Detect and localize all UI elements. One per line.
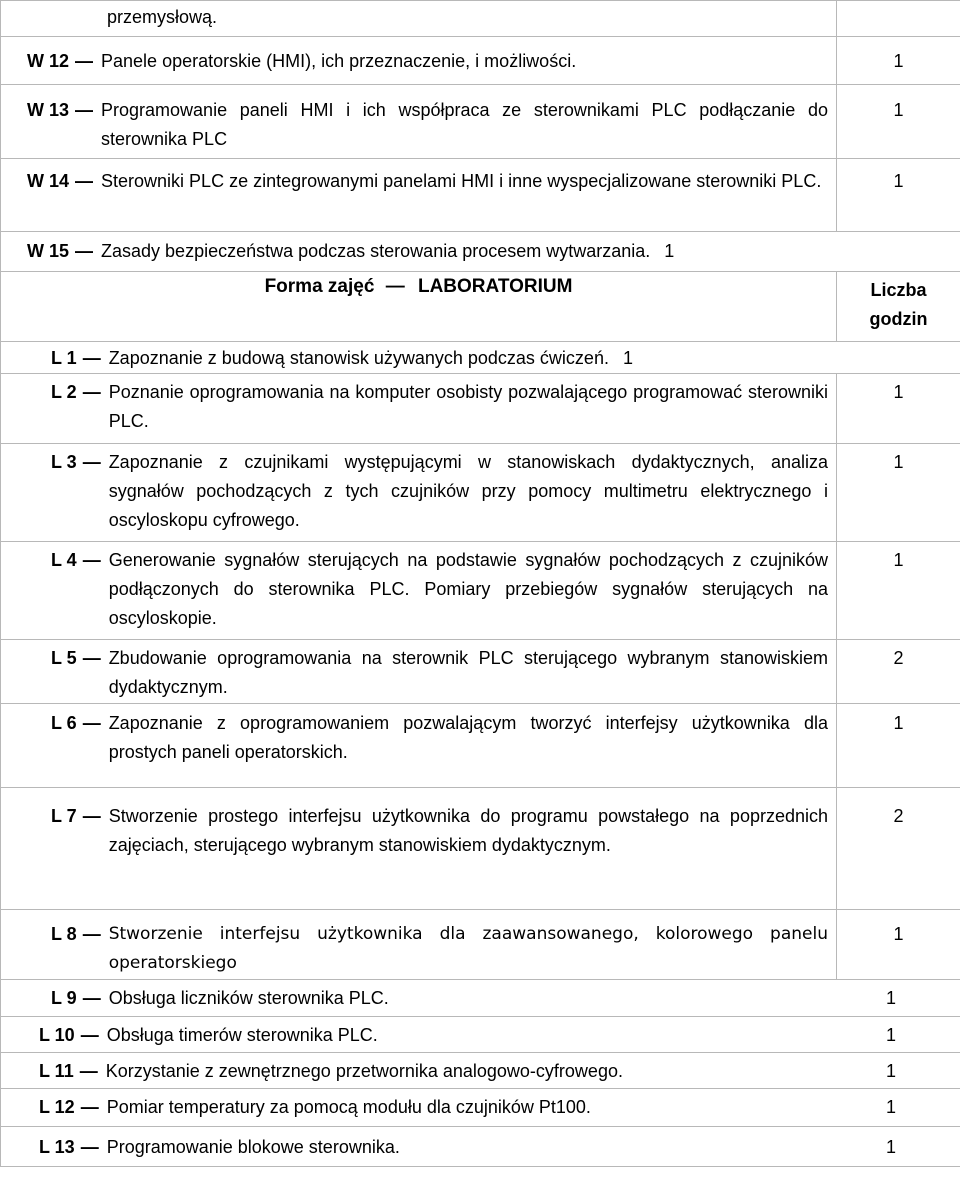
hours-value: 1: [885, 988, 896, 1008]
topic-cell: [1, 374, 837, 444]
table-row: [1, 542, 960, 640]
hours-cell: 2: [837, 640, 960, 704]
code-dash: —: [82, 452, 101, 472]
table-row: [1, 1017, 960, 1053]
table-row: [1, 159, 960, 232]
table-row: [1, 374, 960, 444]
topic-code: W 13: [27, 100, 70, 120]
section-header-row: [1, 272, 960, 342]
topic-code: L 3: [51, 452, 77, 472]
hours-cell: [837, 1, 960, 37]
table-row: [1, 910, 960, 980]
topic-cell: [1, 542, 837, 640]
hours-cell: 1: [837, 374, 960, 444]
hours-cell: 1: [837, 542, 960, 640]
topic-code: W 15: [27, 241, 70, 261]
topic-code: W 14: [27, 171, 70, 191]
topic-text: Zapoznanie z oprogramowaniem pozwalającym tworzyć interfejsy użytkownika dla prostych paneli operatorskich.: [108, 713, 828, 762]
topic-text: Panele operatorskie (HMI), ich przeznaczenie, i możliwości.: [101, 51, 577, 71]
hours-cell: 1: [837, 159, 960, 232]
topic-text: Zasady bezpieczeństwa podczas sterowania procesem wytwarzania.: [101, 241, 651, 261]
topic-code: L 13: [39, 1137, 75, 1157]
topic-text: Programowanie paneli HMI i ich współpraca ze sterownikami PLC podłączanie do sterownika PLC: [101, 100, 828, 149]
code-dash: —: [82, 806, 101, 826]
topic-cell: [1, 1, 837, 37]
topic-text: Sterowniki PLC ze zintegrowanymi panelami HMI i inne wyspecjalizowane sterowniki PLC.: [101, 171, 822, 191]
topic-cell: [1, 980, 960, 1017]
topic-cell: [1, 704, 837, 788]
topic-text: Obsługa timerów sterownika PLC.: [106, 1025, 378, 1045]
topic-code: L 2: [51, 382, 77, 402]
table-row: [1, 704, 960, 788]
topic-cell: [1, 37, 837, 85]
code-dash: —: [80, 1025, 99, 1045]
table-row: [1, 1089, 960, 1127]
topic-text: Stworzenie interfejsu użytkownika dla zaawansowanego, kolorowego panelu operatorskiego: [108, 924, 828, 973]
form-header: [1, 272, 837, 342]
topic-text: Zapoznanie z czujnikami występującymi w stanowiskach dydaktycznych, analiza sygnałów pochodzących z tych czujników przy pomocy multimetru elektrycznego i oscyloskopu cyfrowego.: [108, 452, 828, 530]
hours-value: 1: [885, 1025, 896, 1045]
hours-cell: 1: [837, 37, 960, 85]
hours-cell: 1: [837, 910, 960, 980]
hours-value: 1: [885, 1061, 896, 1081]
topic-code: L 11: [39, 1061, 74, 1081]
code-dash: —: [75, 100, 94, 120]
hours-header-line1: Liczba: [870, 280, 927, 300]
table-row: [1, 85, 960, 159]
topic-code: L 12: [39, 1097, 75, 1117]
code-dash: —: [80, 1097, 99, 1117]
code-dash: —: [75, 171, 94, 191]
topic-text: Obsługa liczników sterownika PLC.: [108, 988, 389, 1008]
table-row: [1, 1053, 960, 1089]
topic-text: Zbudowanie oprogramowania na sterownik PLC sterującego wybranym stanowiskiem dydaktycznym.: [108, 648, 828, 697]
topic-cell: [1, 1127, 960, 1167]
topic-text: Generowanie sygnałów sterujących na podstawie sygnałów pochodzących z czujników podłączonych do sterownika PLC. Pomiary przebiegów sygnałów sterujących na oscyloskopie.: [108, 550, 828, 628]
code-dash: —: [75, 51, 94, 71]
topic-cell: [1, 342, 960, 374]
topic-code: L 6: [51, 713, 77, 733]
topic-text: Zapoznanie z budową stanowisk używanych podczas ćwiczeń.: [108, 348, 609, 368]
topic-code: L 10: [39, 1025, 75, 1045]
hours-value: 1: [885, 1137, 896, 1157]
hours-value: 1: [664, 241, 675, 261]
topic-code: L 1: [51, 348, 77, 368]
topic-cell: [1, 910, 837, 980]
code-dash: —: [75, 241, 94, 261]
topic-cell: [1, 444, 837, 542]
hours-header-line2: godzin: [869, 309, 928, 329]
topic-cell: [1, 1089, 960, 1127]
table-row: [1, 444, 960, 542]
topic-code: L 9: [51, 988, 77, 1008]
hours-cell: 1: [837, 444, 960, 542]
topic-cell: [1, 232, 960, 272]
code-dash: —: [79, 1061, 98, 1081]
code-dash: —: [82, 988, 101, 1008]
topic-text: Korzystanie z zewnętrznego przetwornika analogowo-cyfrowego.: [105, 1061, 623, 1081]
table-row: [1, 788, 960, 910]
topic-code: W 12: [27, 51, 70, 71]
topic-text: przemysłową.: [107, 7, 218, 27]
form-label: Forma zajęć: [264, 276, 375, 297]
hours-cell: 2: [837, 788, 960, 910]
table-row: [1, 232, 960, 272]
hours-header: [837, 272, 960, 342]
table-row: [1, 342, 960, 374]
table-row: [1, 640, 960, 704]
hours-value: 1: [885, 1097, 896, 1117]
topic-cell: [1, 85, 837, 159]
table-row: [1, 1, 960, 37]
topic-cell: [1, 640, 837, 704]
table-row: [1, 37, 960, 85]
topic-code: L 5: [51, 648, 77, 668]
topic-cell: [1, 159, 837, 232]
topic-text: Pomiar temperatury za pomocą modułu dla czujników Pt100.: [106, 1097, 591, 1117]
code-dash: —: [82, 382, 101, 402]
table-row: [1, 980, 960, 1017]
hours-cell: 1: [837, 85, 960, 159]
code-dash: —: [80, 1137, 99, 1157]
topic-code: L 7: [51, 806, 77, 826]
code-dash: —: [82, 713, 101, 733]
hours-value: 1: [622, 348, 633, 368]
form-value: LABORATORIUM: [417, 276, 573, 297]
topic-text: Programowanie blokowe sterownika.: [106, 1137, 400, 1157]
hours-cell: 1: [837, 704, 960, 788]
topic-code: L 8: [51, 924, 77, 944]
table-row: [1, 1127, 960, 1167]
code-dash: —: [82, 648, 101, 668]
topic-text: Stworzenie prostego interfejsu użytkownika do programu powstałego na poprzednich zajęciach, sterującego wybranym stanowiskiem dydaktycznym.: [108, 806, 828, 855]
topic-cell: [1, 1053, 960, 1089]
topic-cell: [1, 788, 837, 910]
code-dash: —: [82, 924, 101, 944]
code-dash: —: [82, 348, 101, 368]
topic-cell: [1, 1017, 960, 1053]
topic-text: Poznanie oprogramowania na komputer osobisty pozwalającego programować sterowniki PLC.: [108, 382, 828, 431]
topic-code: L 4: [51, 550, 77, 570]
code-dash: —: [82, 550, 101, 570]
header-dash: —: [385, 276, 405, 297]
